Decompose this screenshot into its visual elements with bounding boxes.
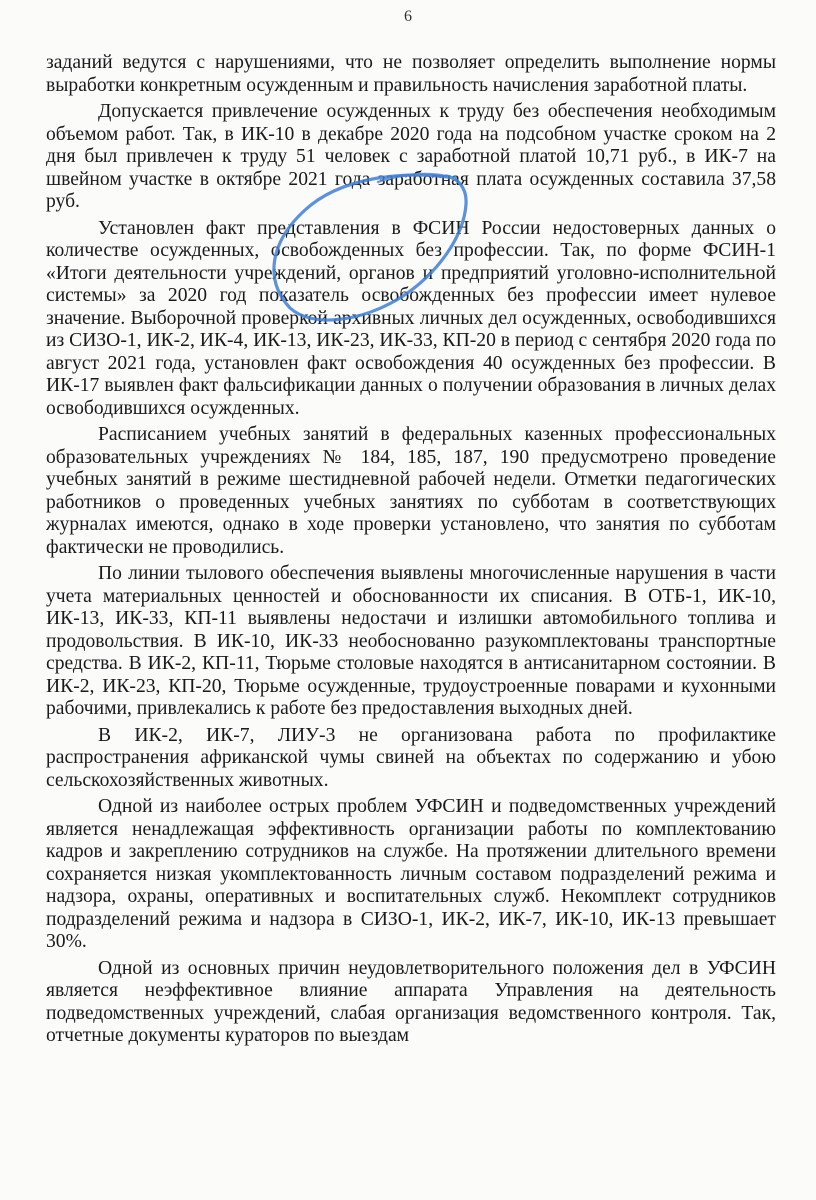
paragraph-3: Установлен факт представления в ФСИН России недостоверных данных о количестве осужденных, освобожденных без профессии. Так, по форме ФСИН-1 «Итоги деятельности учреждений, органов и предприятий уголовно-исполнительной системы» за 2020 год показатель освобожденных без профессии имеет нулевое значение. Выборочной проверкой архивных личных дел осужденных, освободившихся из СИЗО-1, ИК-2, ИК-4, ИК-13, ИК-23, ИК-33, КП-20 в период с сентября 2020 года по август 2021 года, установлен факт освобождения 40 осужденных без профессии. В ИК-17 выявлен факт фальсификации данных о получении образования в личных делах освободившихся осужденных.	[46, 217, 776, 419]
paragraph-4: Расписанием учебных занятий в федеральных казенных профессиональных образовательных учреждениях № 184, 185, 187, 190 предусмотрено проведение учебных занятий в режиме шестидневной рабочей недели. Отметки педагогических работников о проведенных учебных занятиях по субботам в соответствующих журналах имеются, однако в ходе проверки установлено, что занятия по субботам фактически не проводились.	[46, 424, 776, 558]
paragraph-7: Одной из наиболее острых проблем УФСИН и подведомственных учреждений является ненадлежащая эффективность организации работы по комплектованию кадров и закреплению сотрудников на службе. На протяжении длительного времени сохраняется низкая укомплектованность личным составом подразделений режима и надзора, охраны, оперативных и воспитательных служб. Некомплект сотрудников подразделений режима и надзора в СИЗО-1, ИК-2, ИК-7, ИК-10, ИК-13 превышает 30%.	[46, 796, 776, 952]
paragraph-6: В ИК-2, ИК-7, ЛИУ-3 не организована работа по профилактике распространения африканской чумы свиней на объектах по содержанию и убою сельскохозяйственных животных.	[46, 724, 776, 791]
paragraph-8: Одной из основных причин неудовлетворительного положения дел в УФСИН является неэффективное влияние аппарата Управления на деятельность подведомственных учреждений, слабая организация ведомственного контроля. Так, отчетные документы кураторов по выездам	[46, 957, 776, 1046]
paragraph-1: заданий ведутся с нарушениями, что не позволяет определить выполнение нормы выработки конкретным осужденным и правильность начисления заработной платы.	[46, 52, 776, 96]
page-number: 6	[404, 8, 412, 25]
paragraph-5: По линии тылового обеспечения выявлены многочисленные нарушения в части учета материальных ценностей и обоснованности их списания. В ОТБ-1, ИК-10, ИК-13, ИК-33, КП-11 выявлены недостачи и излишки автомобильного топлива и продовольствия. В ИК-10, ИК-33 необоснованно разукомплектованы транспортные средства. В ИК-2, КП-11, Тюрьме столовые находятся в антисанитарном состоянии. В ИК-2, ИК-23, КП-20, Тюрьме осужденные, трудоустроенные поварами и кухонными рабочими, привлекались к работе без предоставления выходных дней.	[46, 563, 776, 719]
document-body	[46, 52, 776, 1052]
paragraph-2: Допускается привлечение осужденных к труду без обеспечения необходимым объемом работ. Так, в ИК-10 в декабре 2020 года на подсобном участке сроком на 2 дня был привлечен к труду 51 человек с заработной платой 10,71 руб., в ИК-7 на швейном участке в октябре 2021 года заработная плата осужденных составила 37,58 руб.	[46, 101, 776, 212]
